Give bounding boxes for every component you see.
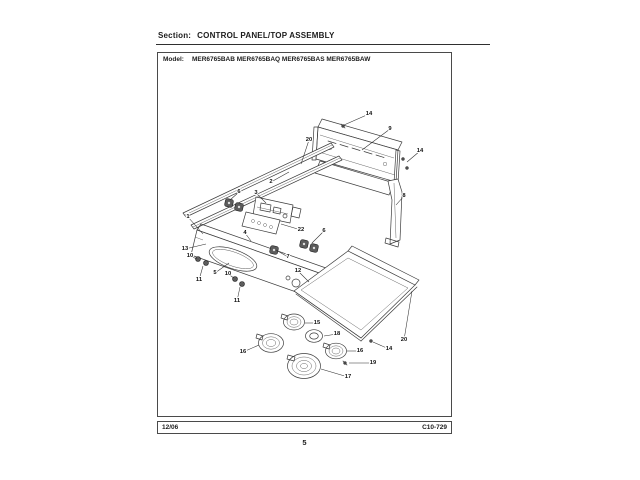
callout-10: 10 [224, 271, 232, 277]
callout-13: 13 [181, 246, 189, 252]
section-label: Section: [158, 31, 192, 40]
callout-12: 12 [294, 268, 302, 274]
callout-1: 1 [186, 214, 190, 220]
callout-6: 6 [237, 189, 241, 195]
callout-7: 7 [286, 254, 290, 260]
callout-19: 19 [369, 360, 377, 366]
callout-14: 14 [416, 148, 424, 154]
callout-10: 10 [186, 253, 194, 259]
callout-8: 8 [402, 193, 406, 199]
callout-16: 16 [356, 348, 364, 354]
callout-16: 16 [239, 349, 247, 355]
burner-element-right [323, 343, 347, 359]
callout-3: 3 [254, 190, 258, 196]
callout-14: 14 [385, 346, 393, 352]
callout-17: 17 [344, 374, 352, 380]
callout-4: 4 [243, 230, 247, 236]
burner-element-small-top [281, 314, 305, 330]
callout-2: 2 [269, 179, 273, 185]
model-numbers: MER6765BAB MER6765BAQ MER6765BAS MER6765BAW [191, 56, 371, 63]
section-title: CONTROL PANEL/TOP ASSEMBLY [197, 31, 335, 40]
footer-bar [157, 421, 452, 434]
chrome-drip-ring [306, 330, 323, 343]
callout-20: 20 [305, 137, 313, 143]
callout-18: 18 [333, 331, 341, 337]
page-number: 5 [302, 438, 307, 447]
burner-element-left [256, 334, 284, 353]
callout-15: 15 [313, 320, 321, 326]
callout-14: 14 [365, 111, 373, 117]
footer-date: 12/06 [162, 424, 179, 431]
callout-11: 11 [233, 298, 241, 304]
callout-9: 9 [388, 126, 392, 132]
callout-6: 6 [322, 228, 326, 234]
callout-5: 5 [213, 270, 217, 276]
main-top [294, 246, 419, 341]
burner-element-large [287, 354, 321, 379]
footer-doc-code: C10-729 [422, 424, 447, 431]
model-label: Model: [163, 56, 184, 63]
callout-11: 11 [195, 277, 203, 283]
callout-22: 22 [297, 227, 305, 233]
callout-20: 20 [400, 337, 408, 343]
